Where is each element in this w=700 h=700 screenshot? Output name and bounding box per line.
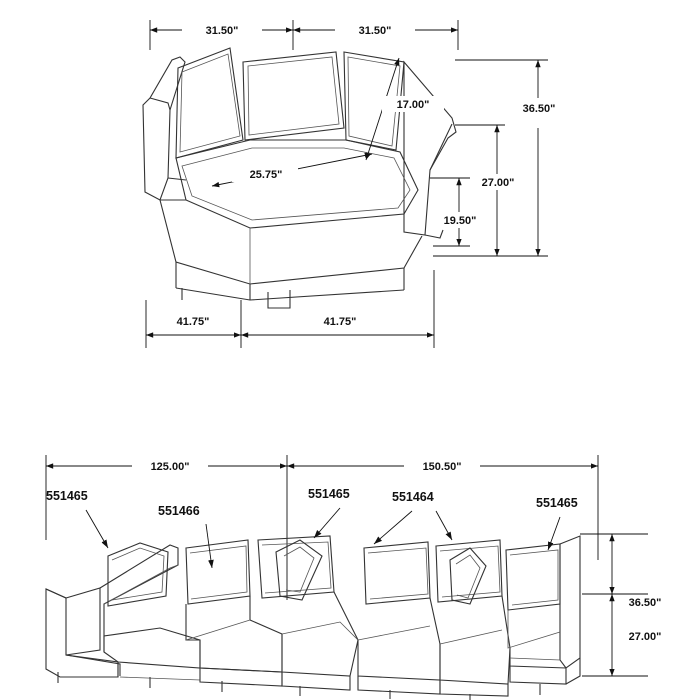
dim-seat-depth: [212, 154, 372, 186]
dim-label-arm-height-top: 27.00": [481, 177, 515, 189]
dim-label-bottom-right-width: 41.75": [323, 316, 357, 328]
callout-551465-corner: [308, 487, 350, 538]
callout-551466: [158, 504, 212, 568]
dim-overall-height-bottom: [580, 534, 676, 610]
dim-top-left-width: [150, 20, 293, 50]
dim-label-bottom-left-width: 41.75": [176, 316, 210, 328]
callout-551464: [374, 490, 452, 544]
dim-label-top-right-width: 31.50": [358, 25, 392, 37]
dim-label-back-cushion-height: 17.00": [396, 99, 430, 111]
dim-label-seat-depth: 25.75": [249, 169, 283, 181]
dim-label-seat-height-top: 19.50": [443, 215, 477, 227]
dim-label-right-section-width: 150.50": [422, 461, 462, 473]
dim-label-overall-height-top: 36.50": [522, 103, 556, 115]
sectional-illustration: [46, 536, 580, 700]
dim-top-right-width: [293, 20, 458, 50]
dim-arm-height-top: [455, 125, 529, 256]
sku-label-3: 551465: [308, 487, 350, 501]
sku-label-5: 551465: [536, 496, 578, 510]
sku-label-2: 551466: [158, 504, 200, 518]
dim-label-left-section-width: 125.00": [150, 461, 190, 473]
dim-label-arm-height-bottom: 27.00": [628, 631, 662, 643]
dim-label-top-left-width: 31.50": [205, 25, 239, 37]
dim-bottom-left-width: [146, 300, 241, 348]
sku-label-1: 551465: [46, 489, 88, 503]
dim-back-cushion-height: [366, 58, 444, 160]
bottom-sectional-drawing: [46, 455, 676, 700]
sku-label-4: 551464: [392, 490, 434, 504]
callout-551465-right: [536, 496, 578, 550]
callout-551465-left: [46, 489, 108, 548]
corner-chair-illustration: [143, 48, 456, 308]
dim-label-overall-height-bottom: 36.50": [628, 597, 662, 609]
top-corner-chair-drawing: [143, 20, 570, 348]
